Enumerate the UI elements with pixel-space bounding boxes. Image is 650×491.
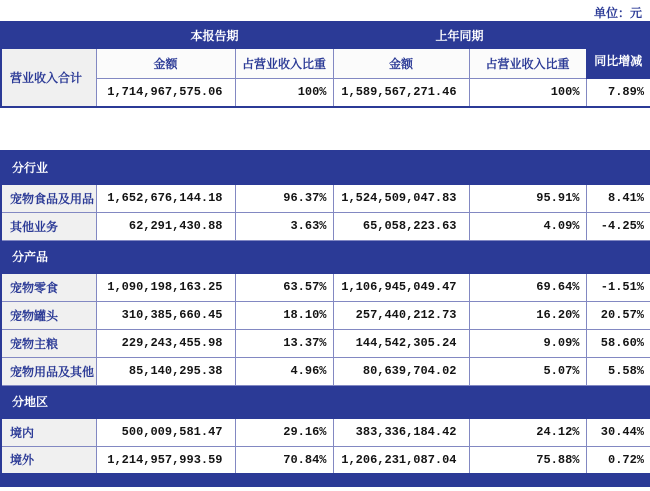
cell-prior-ratio: 16.20%: [469, 301, 586, 329]
table-row: [1, 273, 650, 301]
total-yoy: 7.89%: [586, 78, 650, 107]
table-spacer: [0, 108, 650, 150]
cell-prior-ratio: 95.91%: [469, 184, 586, 212]
cell-prior-ratio: 9.09%: [469, 329, 586, 357]
subheader-current-ratio: 占营业收入比重: [235, 48, 333, 78]
total-prior-ratio: 100%: [469, 78, 586, 107]
cell-prior-amount: 80,639,704.02: [333, 357, 469, 385]
cell-current-amount: 1,090,198,163.25: [96, 273, 235, 301]
cell-yoy: 8.41%: [586, 184, 650, 212]
subheader-current-amount: 金额: [96, 48, 235, 78]
cell-prior-amount: 257,440,212.73: [333, 301, 469, 329]
cell-yoy: -4.25%: [586, 212, 650, 240]
total-current-ratio: 100%: [235, 78, 333, 107]
cell-yoy: 0.72%: [586, 446, 650, 474]
summary-table: [0, 21, 650, 108]
cell-yoy: 58.60%: [586, 329, 650, 357]
section-header-by-industry: 分行业: [1, 151, 650, 184]
total-current-amount: 1,714,967,575.06: [96, 78, 235, 107]
table-row: [1, 446, 650, 474]
cell-prior-amount: 1,524,509,047.83: [333, 184, 469, 212]
cell-yoy: 5.58%: [586, 357, 650, 385]
group-header-prior-period: 上年同期: [333, 22, 586, 48]
cell-yoy: 30.44%: [586, 418, 650, 446]
cell-prior-amount: 1,106,945,049.47: [333, 273, 469, 301]
group-header-current-period: 本报告期: [96, 22, 333, 48]
cell-current-amount: 1,214,957,993.59: [96, 446, 235, 474]
section-header-by-product: 分产品: [1, 240, 650, 273]
table-row: [1, 184, 650, 212]
cell-current-ratio: 70.84%: [235, 446, 333, 474]
cell-current-amount: 500,009,581.47: [96, 418, 235, 446]
cell-prior-amount: 65,058,223.63: [333, 212, 469, 240]
table-row: [1, 212, 650, 240]
cell-current-amount: 1,652,676,144.18: [96, 184, 235, 212]
row-label: 宠物罐头: [1, 301, 96, 329]
cell-prior-ratio: 4.09%: [469, 212, 586, 240]
cell-current-amount: 62,291,430.88: [96, 212, 235, 240]
row-label: 其他业务: [1, 212, 96, 240]
cell-yoy: 20.57%: [586, 301, 650, 329]
summary-corner-cell: [1, 22, 96, 48]
row-label: 宠物零食: [1, 273, 96, 301]
unit-label: 单位：元: [593, 6, 642, 20]
cell-prior-ratio: 5.07%: [469, 357, 586, 385]
table-row: [1, 301, 650, 329]
total-revenue-label: 营业收入合计: [1, 48, 96, 107]
cell-current-ratio: 29.16%: [235, 418, 333, 446]
row-label: 宠物主粮: [1, 329, 96, 357]
row-label: 境外: [1, 446, 96, 474]
cell-current-amount: 229,243,455.98: [96, 329, 235, 357]
cell-current-ratio: 4.96%: [235, 357, 333, 385]
header-yoy-change: 同比增减: [586, 22, 650, 78]
cell-current-ratio: 96.37%: [235, 184, 333, 212]
cell-prior-ratio: 69.64%: [469, 273, 586, 301]
table-row: [1, 329, 650, 357]
cell-yoy: -1.51%: [586, 273, 650, 301]
cell-prior-ratio: 24.12%: [469, 418, 586, 446]
row-label: 宠物用品及其他: [1, 357, 96, 385]
cell-current-ratio: 63.57%: [235, 273, 333, 301]
cell-prior-amount: 1,206,231,087.04: [333, 446, 469, 474]
table-row: [1, 418, 650, 446]
cell-prior-ratio: 75.88%: [469, 446, 586, 474]
section-header-by-region: 分地区: [1, 385, 650, 418]
cell-prior-amount: 144,542,305.24: [333, 329, 469, 357]
row-label: 宠物食品及用品: [1, 184, 96, 212]
table-row: [1, 357, 650, 385]
cell-current-amount: 310,385,660.45: [96, 301, 235, 329]
cell-current-ratio: 3.63%: [235, 212, 333, 240]
cell-current-ratio: 18.10%: [235, 301, 333, 329]
cell-current-amount: 85,140,295.38: [96, 357, 235, 385]
total-prior-amount: 1,589,567,271.46: [333, 78, 469, 107]
row-label: 境内: [1, 418, 96, 446]
cell-prior-amount: 383,336,184.42: [333, 418, 469, 446]
subheader-prior-ratio: 占营业收入比重: [469, 48, 586, 78]
next-section-header-partial: [0, 475, 650, 487]
breakdown-table: [0, 150, 650, 475]
subheader-prior-amount: 金额: [333, 48, 469, 78]
cell-current-ratio: 13.37%: [235, 329, 333, 357]
